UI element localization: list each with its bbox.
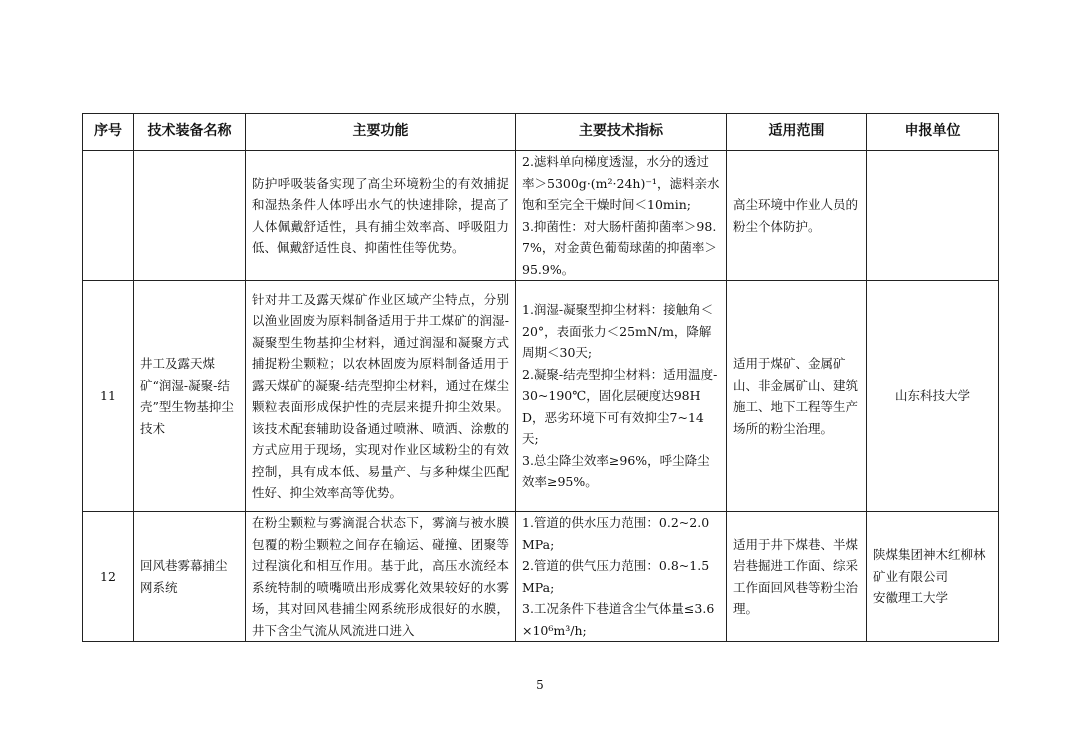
equipment-name: 井工及露天煤矿“润湿-凝聚-结壳”型生物基抑尘技术 [134, 281, 246, 512]
spec-item: 2.凝聚-结壳型抑尘材料：适用温度-30~190℃，固化层硬度达98HD，恶劣环境下可有效抑尘7~14天; [522, 366, 718, 447]
spec-item: 1.润湿-凝聚型抑尘材料：接触角＜20°，表面张力＜25mN/m，降解周期＜30天; [522, 302, 714, 361]
spec-item: 2.滤料单向梯度透湿，水分的透过率＞5300g·(m²·24h)⁻¹，滤料亲水饱和至完全干燥时间＜10min; [522, 154, 720, 212]
main-function: 在粉尘颗粒与雾滴混合状态下，雾滴与被水膜包覆的粉尘颗粒之间存在输运、碰撞、团聚等过程演化和相互作用。基于此，高压水流经本系统特制的喷嘴喷出形成雾化效果较好的水雾场，其对回风巷捕尘网系统形成很好的水膜，井下含尘气流从风流进口进入 [246, 512, 516, 642]
spec-item: 3.抑菌性：对大肠杆菌抑菌率＞98.7%，对金黄色葡萄球菌的抑菌率＞95.9%。 [522, 218, 717, 277]
application-scope: 适用于煤矿、金属矿山、非金属矿山、建筑施工、地下工程等生产场所的粉尘治理。 [727, 281, 867, 512]
applicant-unit [867, 151, 999, 281]
header-cell: 主要技术指标 [516, 114, 727, 151]
tech-specs [516, 512, 727, 642]
spec-item: 2.管道的供气压力范围：0.8~1.5MPa; [522, 558, 710, 595]
table-header-row [83, 114, 999, 151]
spec-item: 1.管道的供水压力范围：0.2~2.0MPa; [522, 515, 710, 552]
row-number [83, 151, 134, 281]
spec-item: 3.总尘降尘效率≥96%，呼尘降尘效率≥95%。 [522, 452, 710, 490]
table-row [83, 151, 999, 281]
header-cell: 主要功能 [246, 114, 516, 151]
applicant-unit: 陕煤集团神木红柳林矿业有限公司 安徽理工大学 [867, 512, 999, 642]
tech-specs [516, 151, 727, 281]
spec-item: 3.工况条件下巷道含尘气体量≤3.6×10⁶m³/h; [522, 601, 715, 638]
table-row [83, 512, 999, 642]
equipment-table [82, 113, 999, 642]
row-number: 11 [83, 281, 134, 512]
application-scope: 适用于井下煤巷、半煤岩巷掘进工作面、综采工作面回风巷等粉尘治理。 [727, 512, 867, 642]
header-cell: 适用范围 [727, 114, 867, 151]
applicant-unit: 山东科技大学 [867, 281, 999, 512]
row-number: 12 [83, 512, 134, 642]
header-cell: 申报单位 [867, 114, 999, 151]
application-scope: 高尘环境中作业人员的粉尘个体防护。 [727, 151, 867, 281]
main-function: 针对井工及露天煤矿作业区域产尘特点，分别以渔业固废为原料制备适用于井工煤矿的润湿-凝聚型生物基抑尘材料，通过润湿和凝聚方式捕捉粉尘颗粒；以农林固废为原料制备适用于露天煤矿的凝聚-结壳型抑尘材料，通过在煤尘颗粒表面形成保护性的壳层来提升抑尘效果。该技术配套辅助设备通过喷淋、喷洒、涂敷的方式应用于现场，实现对作业区域粉尘的有效控制，具有成本低、易量产、与多种煤尘匹配性好、抑尘效率高等优势。 [246, 281, 516, 512]
equipment-name: 回风巷雾幕捕尘网系统 [134, 512, 246, 642]
equipment-name [134, 151, 246, 281]
table-row [83, 281, 999, 512]
header-cell: 序号 [83, 114, 134, 151]
page-number: 5 [536, 678, 544, 692]
main-function: 防护呼吸装备实现了高尘环境粉尘的有效捕捉和湿热条件人体呼出水气的快速排除，提高了人体佩戴舒适性，具有捕尘效率高、呼吸阻力低、佩戴舒适性良、抑菌性佳等优势。 [246, 151, 516, 281]
tech-specs [516, 281, 727, 512]
header-cell: 技术装备名称 [134, 114, 246, 151]
